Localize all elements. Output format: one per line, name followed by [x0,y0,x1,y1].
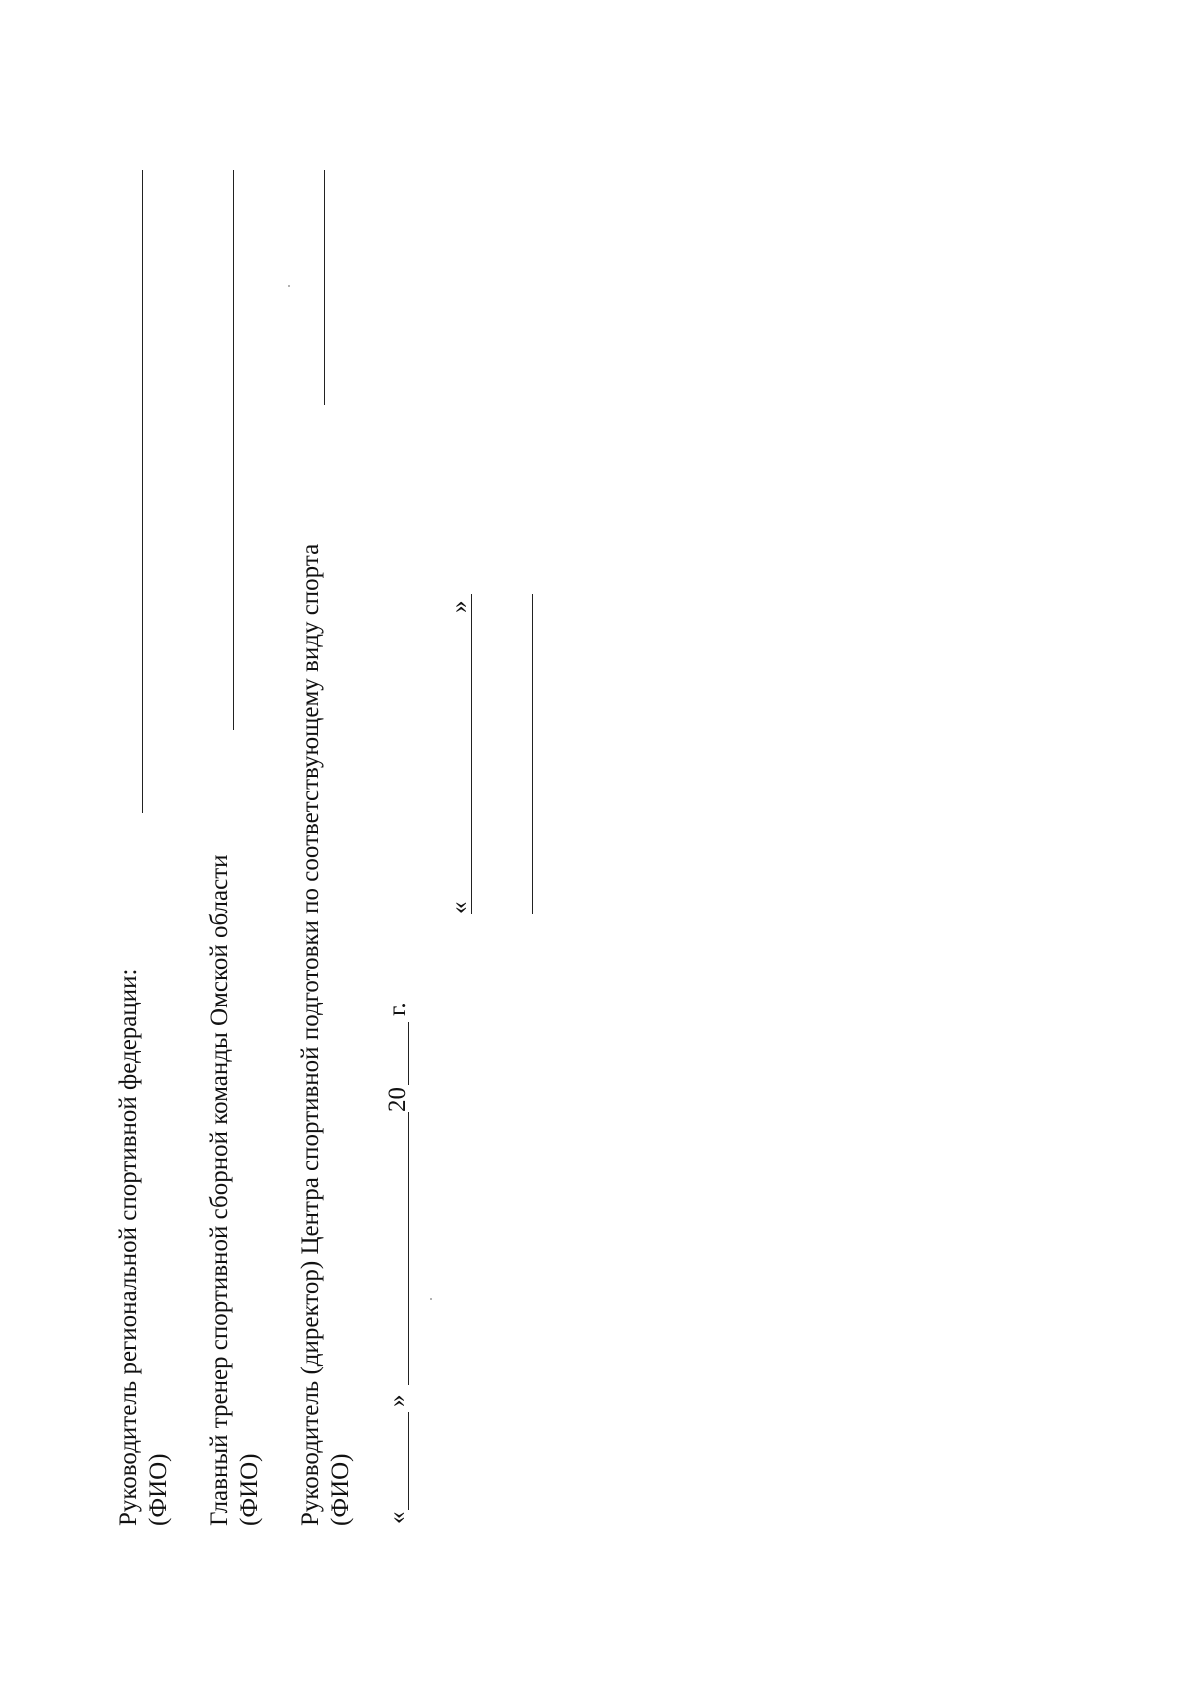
date-year-suffix: г. [384,1002,411,1016]
signature-1-line[interactable] [142,170,143,813]
date-month-blank[interactable] [408,1112,409,1385]
date-year-prefix: 20 [384,1087,411,1112]
approval-blank-lower[interactable] [532,594,533,914]
signature-2-title: Главный тренер спортивной сборной команды Омской области [206,854,233,1526]
approval-open-quote: « [446,901,473,914]
date-year-blank[interactable] [408,1022,409,1085]
date-day-blank[interactable] [408,1412,409,1510]
scan-speck [430,1298,432,1300]
signature-1-title: Руководитель региональной спортивной федерации: [115,968,142,1526]
signature-2-fio: (ФИО) [236,1453,263,1526]
approval-close-quote: » [446,600,473,613]
signature-3-fio: (ФИО) [327,1453,354,1526]
scan-speck [288,285,290,287]
approval-blank-upper[interactable] [471,594,472,914]
signature-1-fio: (ФИО) [145,1453,172,1526]
signature-2-line[interactable] [233,170,234,730]
date-close-quote: » [384,1394,411,1407]
signature-3-title: Руководитель (директор) Центра спортивной подготовки по соответствующему виду спорта [297,543,324,1526]
date-open-quote: « [384,1511,411,1524]
signature-3-line[interactable] [324,170,325,405]
